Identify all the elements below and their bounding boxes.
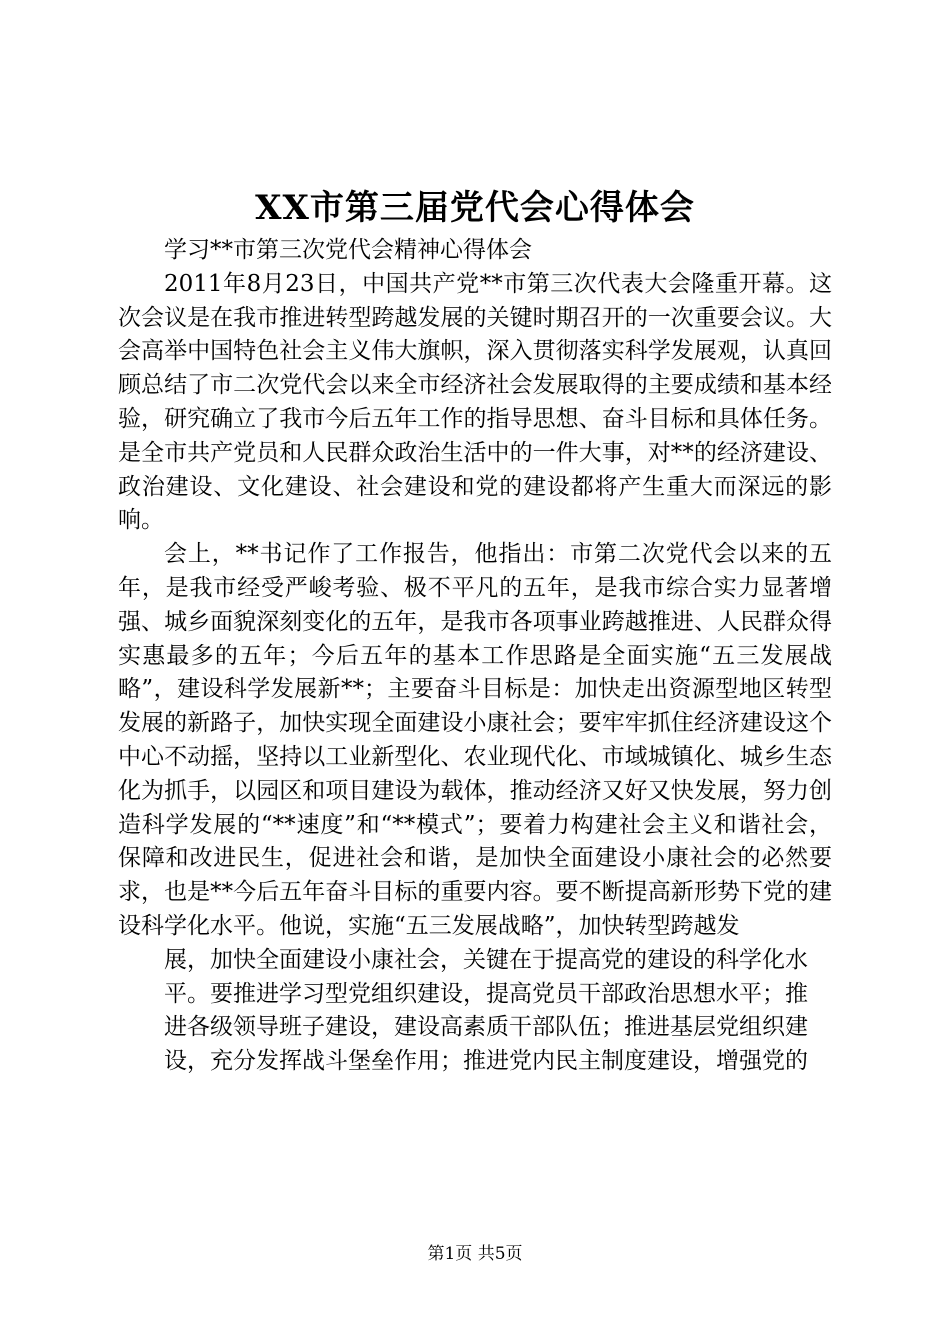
paragraph-3: 展，加快全面建设小康社会，关键在于提高党的建设的科学化水 [164, 946, 808, 973]
paragraph-subtitle: 学习**市第三次党代会精神心得体会 [164, 237, 532, 263]
paragraph-5: 进各级领导班子建设，建设高素质干部队伍；推进基层党组织建 [164, 1014, 808, 1041]
document-body [118, 234, 832, 1079]
document-title: XX市第三届党代会心得体会 [255, 188, 695, 228]
page-number-footer: 第1页 共5页 [427, 1244, 523, 1264]
paragraph-2: 会上，**书记作了工作报告，他指出：市第二次党代会以来的五年，是我市经受严峻考验、极不平凡的五年，是我市综合实力显著增强、城乡面貌深刻变化的五年，是我市各项事业跨越推进、人民群众得实惠最多的五年；今后五年的基本工作思路是全面实施“五三发展战略”，建设科学发展新**；主要奋斗目标是：加快走出资源型地区转型发展的新路子，加快实现全面建设小康社会；要牢牢抓住经济建设这个中心不动摇，坚持以工业新型化、农业现代化、市域城镇化、城乡生态化为抓手，以园区和项目建设为载体，推动经济又好又快发展，努力创造科学发展的“**速度”和“**模式”；要着力构建社会主义和谐社会，保障和改进民生，促进社会和谐，是加快全面建设小康社会的必然要求，也是**今后五年奋斗目标的重要内容。要不断提高新形势下党的建设科学化水平。他说，实施“五三发展战略”，加快转型跨越发 [118, 541, 832, 939]
paragraph-4: 平。要推进学习型党组织建设，提高党员干部政治思想水平；推 [164, 980, 808, 1007]
paragraph-1: 2011年8月23日，中国共产党**市第三次代表大会隆重开幕。这次会议是在我市推进转型跨越发展的关键时期召开的一次重要会议。大会高举中国特色社会主义伟大旗帜，深入贯彻落实科学发展观，认真回顾总结了市二次党代会以来全市经济社会发展取得的主要成绩和基本经验，研究确立了我市今后五年工作的指导思想、奋斗目标和具体任务。是全市共产党员和人民群众政治生活中的一件大事，对**的经济建设、政治建设、文化建设、社会建设和党的建设都将产生重大而深远的影响。 [118, 270, 832, 534]
paragraph-6: 设，充分发挥战斗堡垒作用；推进党内民主制度建设，增强党的 [164, 1048, 808, 1075]
